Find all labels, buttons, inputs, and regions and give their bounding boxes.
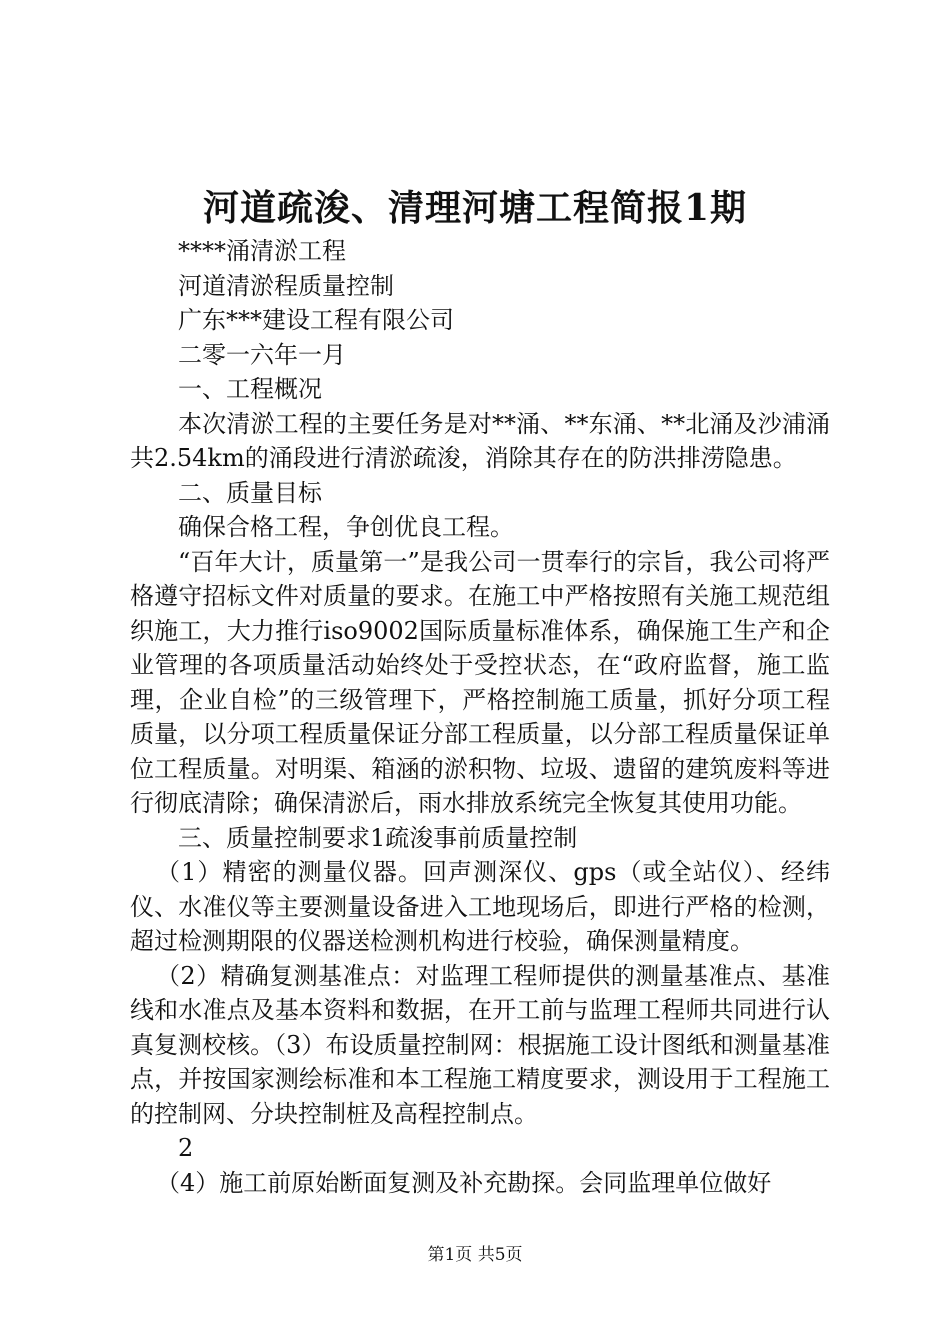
paragraph-item-1: （1）精密的测量仪器。回声测深仪、gps（或全站仪）、经纬仪、水准仪等主要测量设备进入工地现场后，即进行严格的检测，超过检测期限的仪器送检测机构进行校验，确保测量精度。 [130,858,830,955]
subject-line: 河道清淤程质量控制 [178,271,394,300]
company-line: 广东***建设工程有限公司 [178,306,454,334]
document-body [130,234,830,1200]
section-heading-overview: 一、工程概况 [178,375,322,403]
project-name-line: ****涌清淤工程 [178,237,346,265]
paragraph-overview: 本次清淤工程的主要任务是对**涌、**东涌、**北涌及沙浦涌共2.54km的涌段进行清淤疏浚，消除其存在的防洪排涝隐患。 [130,409,830,472]
paragraph-item-2-3: （2）精确复测基准点：对监理工程师提供的测量基准点、基准线和水准点及基本资料和数据，在开工前与监理工程师共同进行认真复测校核。（3）布设质量控制网：根据施工设计图纸和测量基准点，并按国家测绘标准和本工程施工精度要求，测设用于工程施工的控制网、分块控制桩及高程控制点。 [130,961,830,1128]
paragraph-goal: 确保合格工程，争创优良工程。 [178,513,514,541]
paragraph-item-4: （4）施工前原始断面复测及补充勘探。会同监理单位做好 [156,1168,772,1197]
section-heading-goal: 二、质量目标 [178,478,322,507]
date-line: 二零一六年一月 [178,340,346,369]
section-heading-control: 三、质量控制要求1疏浚事前质量控制 [178,823,578,852]
page-footer: 第1页 共5页 [427,1245,523,1265]
paragraph-policy: “百年大计，质量第一”是我公司一贯奉行的宗旨，我公司将严格遵守招标文件对质量的要求。在施工中严格按照有关施工规范组织施工，大力推行iso9002国际质量标准体系，确保施工生产和企业管理的各项质量活动始终处于受控状态，在“政府监督，施工监理，企业自检”的三级管理下，严格控制施工质量，抓好分项工程质量，以分项工程质量保证分部工程质量，以分部工程质量保证单位工程质量。对明渠、箱涵的淤积物、垃圾、遗留的建筑废料等进行彻底清除；确保清淤后，雨水排放系统完全恢复其使用功能。 [130,547,830,817]
page-marker: 2 [178,1134,194,1162]
document-title: 河道疏浚、清理河塘工程简报1期 [202,187,748,229]
